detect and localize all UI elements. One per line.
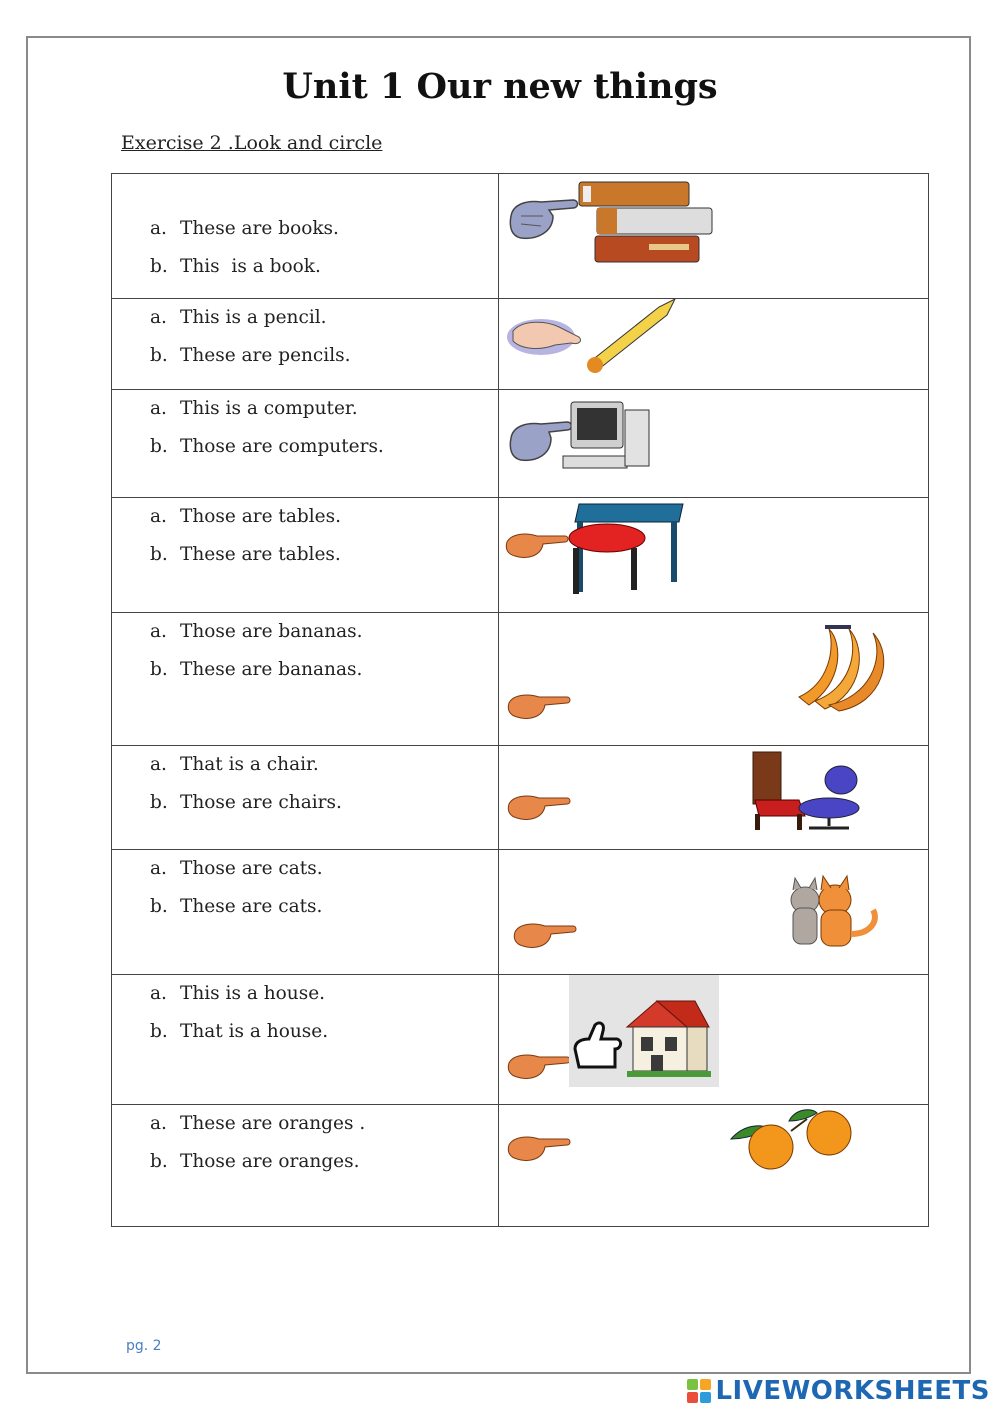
options-cell — [112, 613, 499, 746]
options-cell — [112, 299, 499, 390]
computer-picture — [499, 390, 929, 496]
pointing-hand-icon — [508, 695, 570, 719]
picture-cell — [499, 299, 929, 390]
option-a[interactable]: a. That is a chair. — [150, 754, 319, 775]
pencil-icon — [587, 299, 675, 373]
picture-cell — [499, 390, 929, 498]
oranges-picture — [499, 1105, 929, 1225]
brand-name: LIVEWORKSHEETS — [715, 1376, 990, 1406]
table-row — [112, 299, 929, 390]
brand-logo — [687, 1376, 990, 1406]
table-row — [112, 498, 929, 613]
option-b[interactable]: b. That is a house. — [150, 1021, 329, 1042]
table-row — [112, 746, 929, 850]
pointing-hand-icon — [508, 1137, 570, 1161]
picture-cell — [499, 498, 929, 613]
bananas-picture — [499, 613, 929, 744]
option-a[interactable]: a. Those are cats. — [150, 858, 323, 879]
pointing-hand-icon — [508, 796, 570, 820]
chairs-picture — [499, 746, 929, 848]
option-a[interactable]: a. This is a computer. — [150, 398, 358, 419]
option-a[interactable]: a. This is a pencil. — [150, 307, 327, 328]
cats-icon — [791, 876, 875, 946]
option-a[interactable]: a. Those are tables. — [150, 506, 341, 527]
books-picture — [499, 174, 929, 297]
picture-cell — [499, 850, 929, 975]
table-row — [112, 174, 929, 299]
option-b[interactable]: b. Those are oranges. — [150, 1151, 360, 1172]
table-row — [112, 850, 929, 975]
picture-cell — [499, 975, 929, 1105]
chairs-icon — [753, 752, 859, 830]
table-row — [112, 1105, 929, 1227]
option-a[interactable]: a. This is a house. — [150, 983, 326, 1004]
options-cell — [112, 746, 499, 850]
option-b[interactable]: b. These are cats. — [150, 896, 323, 917]
tables-picture — [499, 498, 929, 611]
hand-icon — [510, 422, 571, 460]
cats-picture — [499, 850, 929, 973]
bananas-icon — [799, 627, 884, 711]
open-hand-icon — [507, 319, 581, 355]
option-b[interactable]: b. Those are computers. — [150, 436, 384, 457]
house-picture — [499, 975, 929, 1103]
option-b[interactable]: b. Those are chairs. — [150, 792, 342, 813]
options-cell — [112, 174, 499, 299]
table-row — [112, 390, 929, 498]
option-b[interactable]: b. These are tables. — [150, 544, 341, 565]
exercise-table — [111, 173, 929, 1227]
exercise-instruction: Exercise 2 .Look and circle — [121, 132, 383, 154]
options-cell — [112, 1105, 499, 1227]
option-b[interactable]: b. This is a book. — [150, 256, 321, 277]
option-b[interactable]: b. These are bananas. — [150, 659, 363, 680]
pointing-hand-icon — [508, 1055, 570, 1079]
liveworksheets-logo-icon — [687, 1379, 711, 1403]
options-cell — [112, 975, 499, 1105]
table-icon — [569, 504, 683, 594]
options-cell — [112, 850, 499, 975]
option-a[interactable]: a. Those are bananas. — [150, 621, 363, 642]
table-row — [112, 975, 929, 1105]
pencil-picture — [499, 299, 929, 388]
books-icon — [579, 182, 712, 262]
option-a[interactable]: a. These are books. — [150, 218, 339, 239]
hand-icon — [510, 200, 577, 238]
picture-cell — [499, 174, 929, 299]
page-title: Unit 1 Our new things — [282, 66, 718, 107]
oranges-icon — [731, 1110, 851, 1169]
option-a[interactable]: a. These are oranges . — [150, 1113, 366, 1134]
picture-cell — [499, 1105, 929, 1227]
pointing-hand-icon — [506, 534, 568, 558]
picture-cell — [499, 746, 929, 850]
pointing-hand-icon — [514, 924, 576, 948]
computer-icon — [563, 402, 649, 468]
table-row — [112, 613, 929, 746]
option-b[interactable]: b. These are pencils. — [150, 345, 351, 366]
picture-cell — [499, 613, 929, 746]
page-number: pg. 2 — [126, 1338, 162, 1354]
options-cell — [112, 498, 499, 613]
options-cell — [112, 390, 499, 498]
